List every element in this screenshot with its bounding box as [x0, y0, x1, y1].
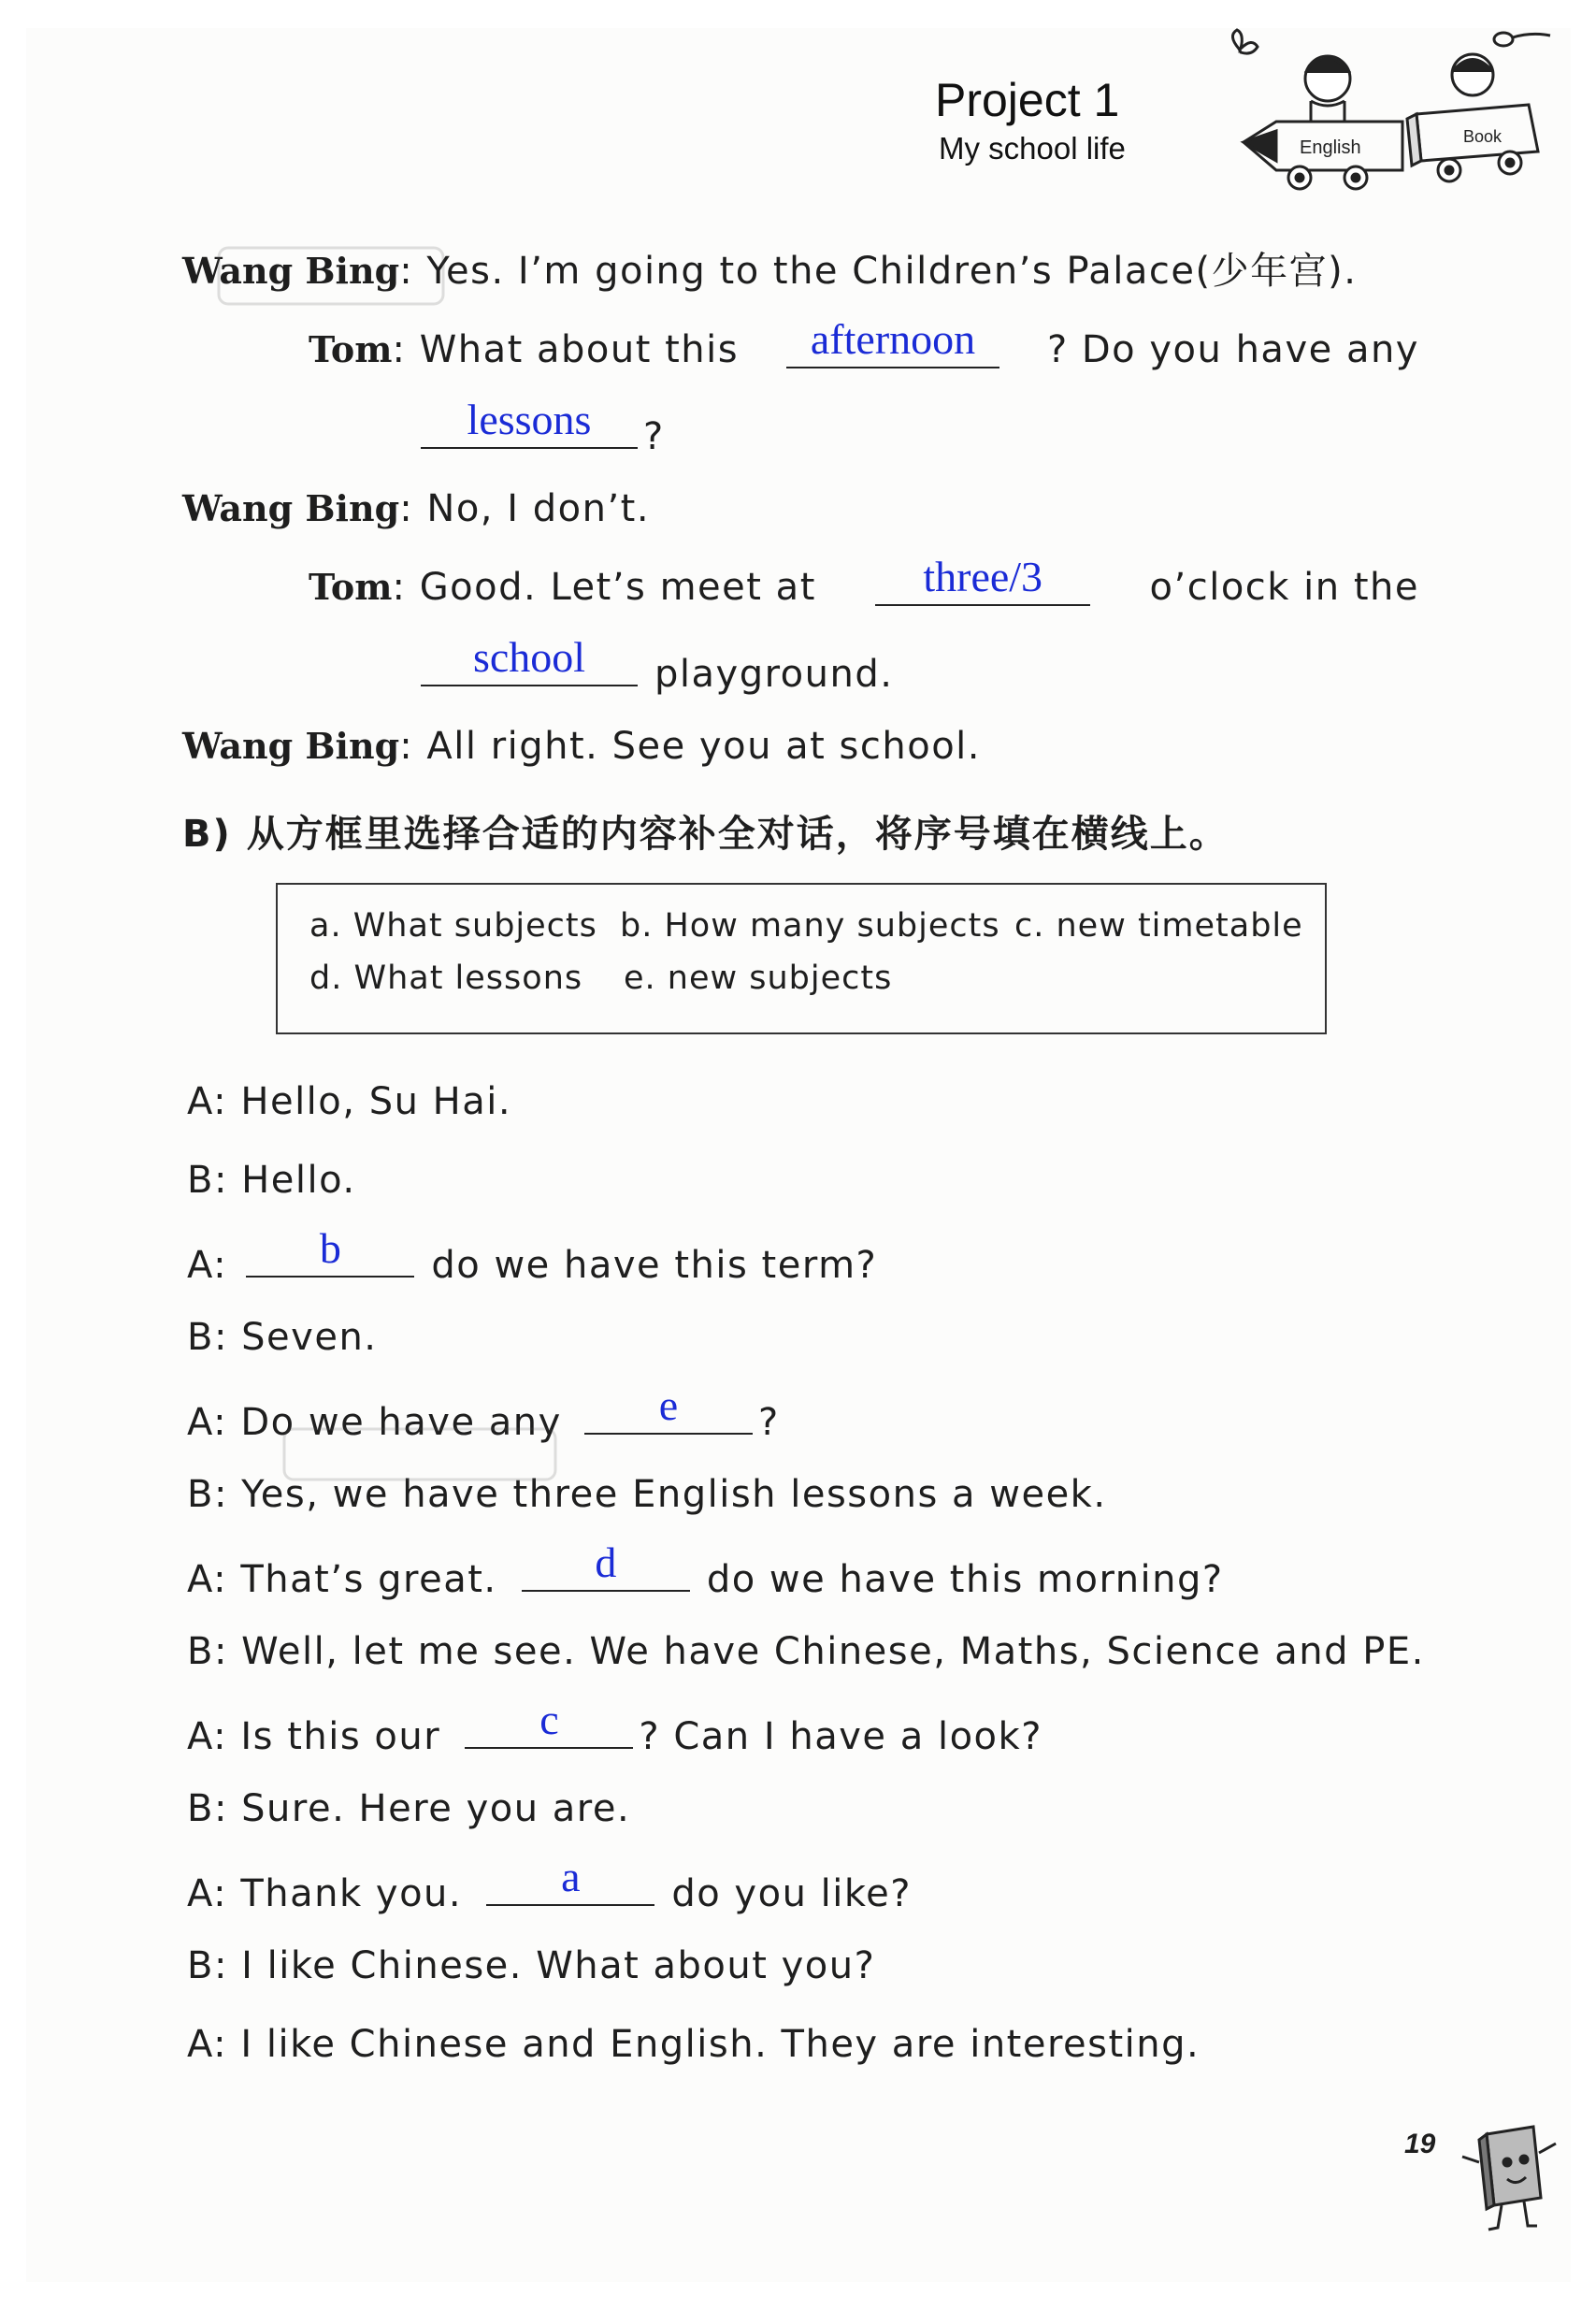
option-item: a. What subjects	[309, 907, 597, 945]
line-text: Well, let me see. We have Chinese, Maths, Science and PE.	[241, 1630, 1425, 1673]
line-text: I like Chinese. What about you?	[241, 1944, 876, 1987]
line-text: ? Do you have any	[1046, 328, 1419, 371]
walking-book-icon	[1459, 2115, 1561, 2237]
speaker-name: Wang Bing	[182, 487, 400, 529]
speaker-label: B	[187, 1630, 214, 1673]
project-subtitle: My school life	[939, 131, 1126, 166]
dialogue-line: B: Seven.	[187, 1316, 378, 1359]
watermark-stamp	[215, 238, 449, 313]
options-box	[276, 883, 1327, 1034]
dialogue-line: B: I like Chinese. What about you?	[187, 1944, 876, 1987]
option-item: e. new subjects	[624, 960, 893, 997]
answer-blank[interactable]	[246, 1224, 414, 1278]
line-text: ?	[643, 415, 665, 458]
dialogue-line: A: I like Chinese and English. They are interesting.	[187, 2023, 1201, 2066]
line-text: do we have this morning?	[706, 1558, 1224, 1601]
dialogue-line: A: b do we have this term?	[187, 1224, 878, 1287]
speaker-label: A	[187, 1558, 214, 1601]
dialogue-line: B: Hello.	[187, 1159, 356, 1202]
handwritten-answer: lessons	[467, 396, 592, 443]
speaker-name: Tom	[309, 328, 393, 370]
speaker-label: A	[187, 1080, 214, 1123]
line-text: I like Chinese and English. They are interesting.	[240, 2023, 1201, 2066]
dialogue-line: Wang Bing: No, I don’t.	[182, 487, 651, 530]
dialogue-line: B: Well, let me see. We have Chinese, Maths, Science and PE.	[187, 1630, 1425, 1673]
page-number: 19	[1404, 2129, 1436, 2159]
line-text: Seven.	[241, 1316, 378, 1359]
dialogue-line: Tom: Good. Let’s meet at three/3 o’clock in the	[309, 553, 1419, 609]
answer-blank[interactable]	[875, 553, 1090, 606]
option-item: c. new timetable	[1014, 907, 1303, 945]
line-text: Do we have any	[240, 1401, 562, 1444]
line-text: Thank you.	[240, 1872, 463, 1915]
line-text: Good. Let’s meet at	[419, 566, 816, 609]
speaker-label: A	[187, 1715, 214, 1758]
speaker-name: Tom	[309, 566, 393, 608]
speaker-label: A	[187, 1401, 214, 1444]
dialogue-line	[421, 633, 894, 696]
speaker-label: A	[187, 1244, 214, 1287]
dialogue-line: B: Yes, we have three English lessons a week.	[187, 1473, 1107, 1516]
speaker-label: A	[187, 2023, 214, 2066]
handwritten-answer: b	[319, 1224, 341, 1272]
line-text: What about this	[419, 328, 740, 371]
kids-on-books-illustration	[1206, 21, 1561, 198]
speaker-label: B	[187, 1787, 214, 1830]
dialogue-line: A: That’s great. d do we have this morning?	[187, 1538, 1224, 1601]
answer-blank[interactable]	[465, 1696, 633, 1749]
dialogue-line: Tom: What about this afternoon ? Do you have any	[309, 315, 1419, 371]
handwritten-answer: c	[539, 1696, 559, 1743]
line-text: Hello, Su Hai.	[240, 1080, 512, 1123]
line-text: No, I don’t.	[426, 487, 651, 530]
dialogue-line: A: Thank you. a do you like?	[187, 1853, 912, 1915]
answer-blank[interactable]	[421, 633, 638, 686]
line-text: Hello.	[241, 1159, 356, 1202]
line-text: Yes. I’m going to the Children’s Palace(少年宫).	[426, 250, 1358, 293]
dialogue-line: B: Sure. Here you are.	[187, 1787, 631, 1830]
dialogue-line	[421, 396, 665, 458]
dialogue-line: Wang Bing: Yes. I’m going to the Children’s Palace(少年宫).	[182, 250, 1358, 293]
project-title: Project 1	[935, 74, 1120, 126]
line-text: ?	[758, 1401, 780, 1444]
line-text: Yes, we have three English lessons a week.	[241, 1473, 1107, 1516]
speaker-label: A	[187, 1872, 214, 1915]
speaker-label: B	[187, 1159, 214, 1202]
dialogue-line: A: Do we have any e ?	[187, 1381, 780, 1444]
handwritten-answer: d	[595, 1538, 617, 1586]
option-item: d. What lessons	[309, 960, 583, 997]
line-text: ? Can I have a look?	[639, 1715, 1042, 1758]
dialogue-line: A: Is this our c ? Can I have a look?	[187, 1696, 1042, 1758]
section-b-instruction: B) 从方框里选择合适的内容补全对话，将序号填在横线上。	[182, 813, 1229, 856]
line-text: All right. See you at school.	[426, 725, 982, 768]
speaker-name: Wang Bing	[182, 725, 400, 767]
option-item: b. How many subjects	[620, 907, 1000, 945]
line-text: do you like?	[671, 1872, 912, 1915]
line-text: do we have this term?	[431, 1244, 878, 1287]
handwritten-answer: afternoon	[810, 315, 976, 363]
handwritten-answer: e	[658, 1381, 679, 1429]
line-text: o’clock in the	[1149, 566, 1419, 609]
handwritten-answer: school	[472, 633, 586, 681]
illustration-label-english: English	[1300, 137, 1361, 158]
line-text: That’s great.	[240, 1558, 497, 1601]
answer-blank[interactable]	[421, 396, 638, 449]
line-text: playground.	[654, 653, 894, 696]
speaker-label: B	[187, 1944, 214, 1987]
speaker-name: Wang Bing	[182, 250, 400, 292]
answer-blank[interactable]	[786, 315, 999, 368]
answer-blank[interactable]	[584, 1381, 753, 1435]
line-text: Sure. Here you are.	[241, 1787, 631, 1830]
line-text: Is this our	[240, 1715, 441, 1758]
dialogue-line: Wang Bing: All right. See you at school.	[182, 725, 982, 768]
dialogue-line: A: Hello, Su Hai.	[187, 1080, 512, 1123]
answer-blank[interactable]	[486, 1853, 654, 1906]
illustration-label-book: Book	[1463, 127, 1503, 146]
speaker-label: B	[187, 1316, 214, 1359]
answer-blank[interactable]	[522, 1538, 690, 1592]
speaker-label: B	[187, 1473, 214, 1516]
watermark-stamp	[280, 1422, 561, 1487]
handwritten-answer: three/3	[923, 553, 1043, 600]
handwritten-answer: a	[561, 1853, 581, 1900]
